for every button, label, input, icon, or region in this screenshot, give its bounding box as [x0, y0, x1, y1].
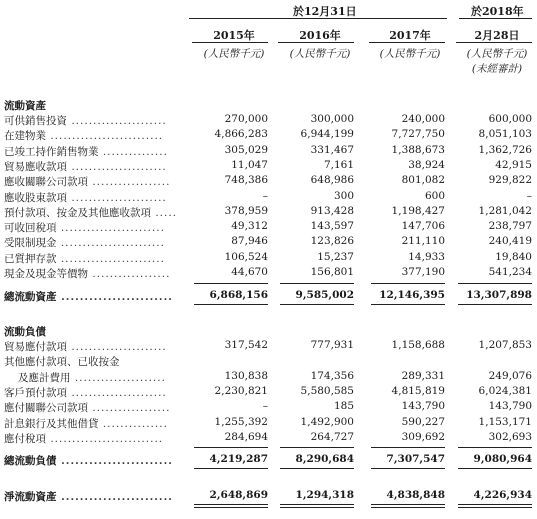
section-title-current-assets: 流動資產 — [4, 100, 46, 112]
cell-value: – — [526, 189, 532, 202]
row-label-text: 可供銷售投資 — [4, 115, 67, 127]
dot-leader: ........................ — [56, 252, 165, 265]
right-title: 於2018年 — [471, 5, 524, 18]
subtotal-rule — [280, 283, 354, 284]
cell-value: 305,029 — [224, 143, 268, 156]
row-label — [4, 174, 170, 189]
cell-value: 1,362,726 — [478, 143, 532, 156]
unit-label: (人民幣千元) — [203, 48, 265, 60]
row-label-text: 及應計費用 — [18, 371, 71, 384]
subtotal-rule — [194, 283, 268, 284]
cell-value: 929,822 — [488, 174, 532, 187]
cell-value: 9,080,964 — [473, 453, 532, 465]
right-title-underline — [459, 18, 532, 19]
column-header-underline — [278, 42, 354, 43]
total-rule — [194, 468, 268, 469]
row-label-text: 已質押存款 — [4, 252, 57, 265]
cell-value: 1,388,673 — [391, 143, 445, 156]
cell-value: 14,933 — [408, 250, 445, 263]
cell-value: 147,706 — [401, 220, 445, 233]
row-label — [4, 416, 168, 431]
row-label — [4, 385, 167, 400]
cell-value: 238,797 — [488, 220, 532, 233]
dot-leader: ..... — [151, 206, 178, 219]
row-label-text: 應收股東款項 — [4, 191, 67, 204]
dot-leader: ............... — [98, 417, 168, 430]
cell-value: 1,207,853 — [478, 339, 532, 351]
cell-value: 6,944,199 — [300, 128, 354, 141]
cell-value: 801,082 — [401, 174, 445, 187]
cell-value: 600 — [424, 189, 445, 202]
cell-value: 648,986 — [310, 174, 354, 187]
dot-leader: ........................ — [56, 291, 173, 303]
row-label — [4, 431, 163, 446]
dot-leader: .................. — [88, 402, 171, 415]
cell-value: 1,294,318 — [295, 489, 354, 501]
cell-value: 377,190 — [401, 266, 445, 278]
cell-value: 4,219,287 — [209, 453, 268, 465]
cell-value: 8,290,684 — [295, 453, 354, 465]
row-label — [18, 370, 166, 385]
cell-value: 913,428 — [310, 204, 354, 217]
cell-value: 4,838,848 — [386, 489, 445, 501]
subtotal-rule — [371, 283, 445, 284]
cell-value: 1,492,900 — [300, 415, 354, 428]
row-label — [4, 113, 167, 128]
row-label-text: 淨流動資產 — [4, 491, 57, 503]
row-label — [4, 128, 163, 143]
group-title-underline — [189, 18, 447, 19]
cell-value: 42,915 — [495, 158, 532, 171]
dot-leader: ........................ — [56, 237, 165, 250]
cell-value: 300,000 — [310, 113, 354, 125]
dot-leader: ...................... — [67, 386, 167, 399]
cell-value: 156,801 — [310, 266, 354, 278]
row-label-text: 客戶預付款項 — [4, 386, 67, 399]
dot-leader: ........................ — [56, 455, 173, 467]
double-rule-bottom — [371, 507, 445, 508]
cell-value: 2,648,869 — [209, 489, 268, 501]
cell-value: 600,000 — [488, 113, 532, 125]
row-label-text: 應收關聯公司款項 — [4, 176, 88, 189]
unaudited-label: (未經審計) — [471, 63, 523, 75]
double-rule-top — [458, 504, 532, 505]
double-rule-top — [280, 504, 354, 505]
cell-value: 19,840 — [495, 250, 532, 263]
row-label-text: 在建物業 — [4, 130, 46, 143]
column-header-underline — [456, 42, 532, 43]
row-label — [4, 190, 167, 205]
cell-value: 11,047 — [231, 158, 268, 171]
cell-value: 1,255,392 — [214, 415, 268, 428]
cell-value: 1,158,688 — [391, 339, 445, 351]
double-rule-bottom — [458, 507, 532, 508]
row-label-text: 其他應付款項、已收按金 — [4, 356, 120, 369]
column-header-underline — [369, 42, 445, 43]
subtotal-rule — [371, 447, 445, 448]
cell-value: 1,281,042 — [478, 204, 532, 217]
cell-value: 143,597 — [310, 220, 354, 233]
row-label-text: 貿易應收款項 — [4, 160, 67, 173]
row-label-text: 計息銀行及其他借貸 — [4, 417, 99, 430]
cell-value: 5,580,585 — [300, 384, 354, 397]
row-label — [4, 251, 165, 266]
cell-value: 15,237 — [317, 250, 354, 263]
dot-leader: ...................... — [67, 191, 167, 204]
double-rule-top — [371, 504, 445, 505]
dot-leader: .................. — [88, 268, 171, 280]
total-rule — [458, 304, 532, 305]
cell-value: 13,307,898 — [466, 289, 532, 301]
cell-value: 331,467 — [310, 143, 354, 156]
cell-value: 264,727 — [310, 430, 354, 443]
cell-value: 777,931 — [310, 339, 354, 351]
cell-value: 185 — [333, 400, 354, 413]
dot-leader: .......................... — [46, 432, 164, 445]
cell-value: 4,226,934 — [473, 489, 532, 501]
cell-value: 2,230,821 — [214, 384, 268, 397]
cell-value: 174,356 — [310, 369, 354, 382]
net-current-assets-label — [4, 489, 173, 504]
cell-value: 49,312 — [231, 220, 268, 233]
dot-leader: ............... — [98, 145, 168, 158]
cell-value: 317,542 — [224, 339, 268, 351]
cell-value: 7,161 — [323, 158, 354, 171]
row-label-text: 受限制現金 — [4, 237, 57, 250]
row-label — [4, 235, 165, 250]
column-header: 2016年 — [299, 29, 341, 42]
cell-value: 9,585,002 — [295, 289, 354, 301]
row-label-text: 總流動資產 — [4, 291, 57, 303]
cell-value: 44,670 — [231, 266, 268, 278]
total-rule — [280, 468, 354, 469]
cell-value: 8,051,103 — [478, 128, 532, 141]
cell-value: 590,227 — [401, 415, 445, 428]
cell-value: 309,692 — [401, 430, 445, 443]
row-label-text: 預付款項、按金及其他應收款項 — [4, 206, 151, 219]
cell-value: 249,076 — [488, 369, 532, 382]
column-header-underline — [192, 42, 268, 43]
cell-value: 300 — [333, 189, 354, 202]
dot-leader: .................. — [88, 176, 171, 189]
total-rule — [458, 468, 532, 469]
dot-leader: ...................... — [67, 160, 167, 173]
dot-leader: ...................... — [67, 115, 167, 127]
row-label-text: 現金及現金等價物 — [4, 268, 88, 280]
cell-value: 748,386 — [224, 174, 268, 187]
row-label-text: 已竣工持作銷售物業 — [4, 145, 99, 158]
row-label — [4, 266, 170, 281]
row-label-text: 應付稅項 — [4, 432, 46, 445]
dot-leader: ..................... — [70, 371, 166, 384]
cell-value: 38,924 — [408, 158, 445, 171]
cell-value: 541,234 — [488, 266, 532, 278]
cell-value: 211,110 — [401, 235, 445, 248]
cell-value: 6,868,156 — [209, 289, 268, 301]
cell-value: 7,727,750 — [391, 128, 445, 141]
cell-value: – — [262, 189, 268, 202]
cell-value: 4,866,283 — [214, 128, 268, 141]
cell-value: 7,307,547 — [386, 453, 445, 465]
row-label — [4, 144, 168, 159]
column-header: 2015年 — [213, 29, 255, 42]
group-title: 於12月31日 — [293, 5, 357, 18]
cell-value: 240,000 — [401, 113, 445, 125]
double-rule-top — [194, 504, 268, 505]
cell-value: 1,153,171 — [478, 415, 532, 428]
total-rule — [371, 304, 445, 305]
cell-value: 1,198,427 — [391, 204, 445, 217]
dot-leader: .......................... — [46, 130, 164, 143]
cell-value: 284,694 — [224, 430, 268, 443]
cell-value: 289,331 — [401, 369, 445, 382]
cell-value: 87,946 — [231, 235, 268, 248]
column-header: 2017年 — [389, 29, 431, 42]
cell-value: 123,826 — [310, 235, 354, 248]
unit-label: (人民幣千元) — [379, 48, 441, 60]
cell-value: 4,815,819 — [391, 384, 445, 397]
double-rule-bottom — [280, 507, 354, 508]
row-label — [4, 159, 167, 174]
subtotal-rule — [194, 447, 268, 448]
subtotal-rule — [458, 283, 532, 284]
row-label — [4, 339, 167, 354]
cell-value: 302,693 — [488, 430, 532, 443]
total-rule — [280, 304, 354, 305]
cell-value: 143,790 — [401, 400, 445, 413]
dot-leader: ...................... — [67, 341, 167, 353]
cell-value: 12,146,395 — [379, 289, 445, 301]
double-rule-bottom — [194, 507, 268, 508]
unit-label: (人民幣千元) — [289, 48, 351, 60]
dot-leader: ........................ — [56, 491, 173, 503]
total-rule — [194, 304, 268, 305]
row-label — [4, 354, 120, 369]
row-label-text: 貿易應付款項 — [4, 341, 67, 353]
section-title-current-liabilities: 流動負債 — [4, 326, 46, 338]
cell-value: 143,790 — [488, 400, 532, 413]
row-label — [4, 400, 170, 415]
subtotal-rule — [458, 447, 532, 448]
row-label-text: 應付關聯公司款項 — [4, 402, 88, 415]
column-header: 2月28日 — [474, 29, 520, 42]
cell-value: 130,838 — [224, 369, 268, 382]
total-current-liabilities-label — [4, 453, 173, 468]
unit-label: (人民幣千元) — [466, 48, 528, 60]
cell-value: 240,419 — [488, 235, 532, 248]
row-label-text: 可收回稅項 — [4, 222, 57, 235]
cell-value: 270,000 — [224, 113, 268, 125]
cell-value: – — [262, 400, 268, 413]
cell-value: 6,024,381 — [478, 384, 532, 397]
cell-value: 378,959 — [224, 204, 268, 217]
total-current-assets-label — [4, 289, 173, 304]
subtotal-rule — [280, 447, 354, 448]
row-label — [4, 220, 165, 235]
cell-value: 106,524 — [224, 250, 268, 263]
total-rule — [371, 468, 445, 469]
dot-leader: ........................ — [56, 222, 165, 235]
row-label — [4, 205, 177, 220]
row-label-text: 總流動負債 — [4, 455, 57, 467]
